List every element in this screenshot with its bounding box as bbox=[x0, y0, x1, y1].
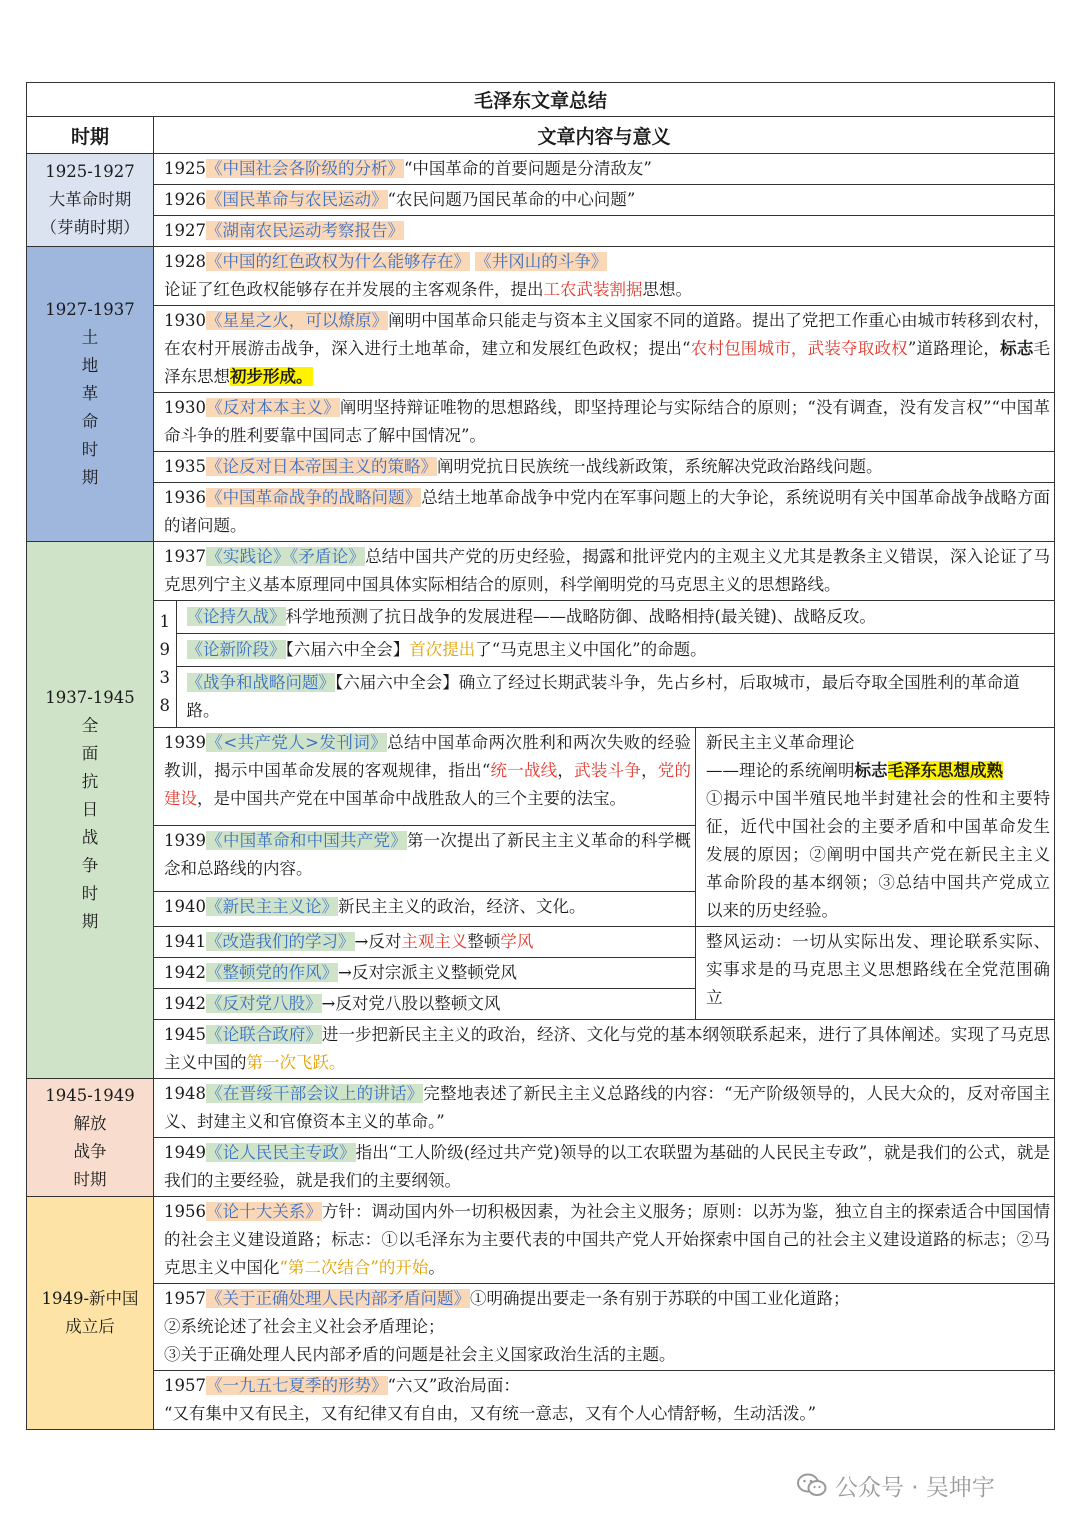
row-1956 bbox=[154, 1197, 1055, 1284]
description: ①明确提出要走一条有别于苏联的中国工业化道路； bbox=[470, 1289, 850, 1308]
year: 1940 bbox=[164, 897, 206, 917]
description: 阐明坚持辩证唯物的思想路线，即坚持理论与实际结合的原则；“没有调查，没有发言权”“中国革命斗争的胜利要靠中国同志了解中国情况”。 bbox=[164, 398, 1051, 445]
row-1940 bbox=[154, 892, 696, 927]
period-label: 命 bbox=[81, 412, 99, 431]
article-title: 《中国的红色政权为什么能够存在》 bbox=[206, 252, 470, 271]
year: 1935 bbox=[164, 457, 206, 476]
digit: 3 bbox=[159, 668, 170, 687]
period-label: 1925-1927 bbox=[45, 162, 135, 181]
year: 1941 bbox=[164, 932, 206, 951]
row-1936 bbox=[154, 483, 1055, 542]
year: 1926 bbox=[164, 190, 206, 209]
period-label: 日 bbox=[81, 800, 99, 819]
article-title: 《星星之火，可以燎原》 bbox=[206, 311, 389, 330]
year: 1928 bbox=[164, 252, 206, 271]
emphasis: 统一战线 bbox=[490, 761, 558, 780]
highlight: 初步形成。 bbox=[230, 367, 313, 386]
sub-table-1938 bbox=[154, 601, 1054, 727]
emphasis: 学风 bbox=[500, 932, 534, 951]
period-label: 1949-新中国 bbox=[41, 1289, 139, 1308]
article-title: 《中国革命战争的战略问题》 bbox=[206, 488, 422, 507]
emphasis: 农村包围城市，武装夺取政权 bbox=[690, 339, 908, 358]
year: 1948 bbox=[164, 1084, 206, 1103]
header-content: 文章内容与意义 bbox=[154, 117, 1055, 154]
description: 毛泽东思想 bbox=[164, 339, 1051, 386]
period-label: 期 bbox=[81, 468, 99, 487]
side-heading: 新民主主义革命理论 bbox=[706, 733, 855, 752]
year: 1949 bbox=[164, 1143, 206, 1162]
description: →反对党八股以整顿文风 bbox=[321, 994, 501, 1013]
period-label: 1927-1937 bbox=[45, 300, 135, 319]
description: 方针：调动国内外一切积极因素，为社会主义服务；原则：以苏为鉴，独立自主的探索适合中国国情的社会主义建设道路；标志：①以毛泽东为主要代表的中国共产党人开始探索中国自己的社会主义建设道路的标志；②马克思主义中国化 bbox=[164, 1202, 1051, 1277]
description: “中国革命的首要问题是分清敌友” bbox=[404, 159, 652, 178]
article-title: 《论反对日本帝国主义的策略》 bbox=[206, 457, 437, 476]
description: 总结土地革命战争中党内在军事问题上的大争论，系统说明有关中国革命战争战略方面的诸问题。 bbox=[164, 488, 1051, 535]
period-label: 抗 bbox=[81, 772, 99, 791]
year: 1927 bbox=[164, 221, 206, 240]
row-1938-group bbox=[154, 601, 1055, 728]
watermark-label: 公众号 · 吴坤宇 bbox=[835, 1474, 995, 1501]
article-title: 《国民革命与农民运动》 bbox=[206, 190, 388, 209]
row-1927 bbox=[154, 216, 1055, 247]
description: 第一次提出了新民主主义革命的科学概念和总路线的内容。 bbox=[164, 830, 692, 878]
year: 1945 bbox=[164, 1025, 206, 1044]
row-1957-situation bbox=[154, 1371, 1055, 1430]
year: 1957 bbox=[164, 1376, 206, 1395]
description: ”道路理论， bbox=[907, 339, 1001, 358]
period-label: 地 bbox=[81, 356, 99, 375]
article-title: 《关于正确处理人民内部矛盾问题》 bbox=[206, 1289, 470, 1308]
period-label: 土 bbox=[81, 328, 99, 347]
description: ，是中国共产党在中国革命中战胜敌人的三个主要的法宝。 bbox=[197, 789, 626, 808]
emphasis: 标志 bbox=[854, 761, 888, 780]
period-label: 时 bbox=[81, 884, 99, 903]
description: 整顿 bbox=[467, 932, 501, 951]
article-title: 《论持久战》 bbox=[186, 607, 286, 626]
table-title: 毛泽东文章总结 bbox=[27, 83, 1055, 117]
description: 【六届六中全会】 bbox=[285, 640, 410, 659]
year: 1942 bbox=[164, 994, 206, 1013]
period-1945-1949 bbox=[27, 1079, 154, 1197]
description: 总结中国革命两次胜利和两次失败的经验教训，揭示中国革命发展的客观规律，指出“ bbox=[164, 733, 692, 780]
emphasis: “第二次结合”的开始 bbox=[279, 1258, 429, 1277]
article-title: 《新民主主义论》 bbox=[206, 897, 338, 917]
wechat-icon bbox=[797, 1472, 827, 1498]
article-title: 《<共产党人>发刊词》 bbox=[206, 733, 388, 752]
description: 【六届六中全会】确立了经过长期武装斗争，先占乡村，后取城市，最后夺取全国胜利的革命道路。 bbox=[186, 673, 1020, 720]
row-1930-spark bbox=[154, 306, 1055, 393]
row-1949 bbox=[154, 1138, 1055, 1197]
period-label: 成立后 bbox=[65, 1317, 115, 1336]
period-label: 战争 bbox=[73, 1141, 107, 1161]
year: 1942 bbox=[164, 963, 206, 982]
header-period: 时期 bbox=[27, 117, 154, 154]
article-title: 《矛盾论》 bbox=[289, 547, 366, 566]
row-1942-style bbox=[154, 958, 696, 989]
year: 1956 bbox=[164, 1202, 206, 1221]
year: 1925 bbox=[164, 159, 206, 178]
emphasis: 第一次飞跃。 bbox=[246, 1053, 346, 1072]
description: 阐明中国革命只能走与资本主义国家不同的道路。提出了党把工作重心由城市转移到农村，在农村开展游击战争，深入进行土地革命，建立和发展红色政权；提出“ bbox=[164, 311, 1051, 358]
period-1925-1927 bbox=[27, 154, 154, 247]
description: “农民问题乃国民革命的中心问题” bbox=[387, 190, 636, 209]
row-1939-revolution bbox=[154, 825, 696, 891]
row-1948 bbox=[154, 1079, 1055, 1138]
description: →反对宗派主义整顿党风 bbox=[338, 963, 517, 982]
period-1937-1945 bbox=[27, 542, 154, 1079]
row-1925 bbox=[154, 154, 1055, 185]
period-label: 面 bbox=[81, 744, 99, 763]
article-title: 《实践论》 bbox=[206, 547, 290, 566]
article-title: 《论联合政府》 bbox=[206, 1025, 322, 1044]
highlight: 毛泽东思想成熟 bbox=[887, 761, 1003, 780]
row-1938-protracted bbox=[176, 601, 1054, 634]
row-1926 bbox=[154, 185, 1055, 216]
row-1928 bbox=[154, 247, 1055, 306]
emphasis: 武装斗争 bbox=[574, 761, 642, 780]
period-label: 革 bbox=[81, 384, 99, 403]
article-title: 《论人民民主专政》 bbox=[206, 1143, 356, 1162]
article-title: 《战争和战略问题》 bbox=[186, 673, 335, 692]
description: 总结中国共产党的历史经验，揭露和批评党内的主观主义尤其是教条主义错误，深入论证了马克思列宁主义基本原理同中国具体实际相结合的原则，科学阐明党的马克思主义的思想路线。 bbox=[164, 547, 1051, 594]
emphasis: 标志 bbox=[1000, 339, 1034, 358]
article-title: 《论十大关系》 bbox=[206, 1202, 322, 1221]
summary-table bbox=[26, 82, 1055, 1430]
year: 1957 bbox=[164, 1289, 206, 1308]
description: →反对 bbox=[354, 932, 402, 951]
description: 科学地预测了抗日战争的发展进程——战略防御、战略相持(最关键)、战略反攻。 bbox=[285, 607, 876, 626]
row-1938-new-stage bbox=[176, 634, 1054, 667]
description: 整风运动：一切从实际出发、理论联系实际、实事求是的马克思主义思想路线在全党范围确立 bbox=[706, 932, 1050, 1007]
description: ， bbox=[641, 761, 658, 780]
period-label: 时期 bbox=[73, 1169, 107, 1189]
row-1957-contradictions bbox=[154, 1284, 1055, 1371]
side-subheading: ——理论的系统阐明 bbox=[706, 761, 855, 780]
row-1937 bbox=[154, 542, 1055, 601]
period-label: 战 bbox=[81, 828, 99, 847]
description: 阐明党抗日民族统一战线新政策，系统解决党政治路线问题。 bbox=[437, 457, 883, 476]
article-title: 《在晋绥干部会议上的讲话》 bbox=[206, 1084, 424, 1103]
article-title: 《反对本本主义》 bbox=[206, 398, 340, 417]
period-label: 1937-1945 bbox=[45, 688, 135, 707]
digit: 1 bbox=[159, 612, 170, 631]
article-title: 《井冈山的斗争》 bbox=[475, 252, 608, 271]
article-title: 《一九五七夏季的形势》 bbox=[206, 1376, 388, 1395]
description: 思想。 bbox=[642, 280, 692, 299]
side-note-new-democracy bbox=[696, 728, 1055, 927]
year: 1930 bbox=[164, 311, 206, 330]
description: 了“马克思主义中国化”的命题。 bbox=[475, 640, 707, 659]
article-title: 《湖南农民运动考察报告》 bbox=[206, 221, 404, 240]
article-title: 《整顿党的作风》 bbox=[206, 963, 338, 982]
summary-table-container bbox=[26, 82, 1054, 1430]
description: 论证了红色政权能够存在并发展的主客观条件，提出 bbox=[164, 280, 544, 299]
period-label: 期 bbox=[81, 912, 99, 931]
year: 1939 bbox=[164, 830, 206, 850]
row-1935 bbox=[154, 452, 1055, 483]
row-1941 bbox=[154, 927, 696, 958]
description: ①揭示中国半殖民地半封建社会的性和主要特征，近代中国社会的主要矛盾和中国革命发生发展的原因；②阐明中国共产党在新民主主义革命阶段的基本纲领；③总结中国共产党成立以来的历史经验。 bbox=[706, 789, 1050, 920]
row-1945 bbox=[154, 1020, 1055, 1079]
description: 指出“工人阶级(经过共产党)领导的以工农联盟为基础的人民民主专政”，就是我们的公式，就是我们的主要经验，就是我们的主要纲领。 bbox=[164, 1143, 1051, 1190]
description: 。 bbox=[428, 1258, 445, 1277]
row-1930-bookism bbox=[154, 393, 1055, 452]
period-label: 时 bbox=[81, 440, 99, 459]
article-title: 《论新阶段》 bbox=[186, 640, 286, 659]
emphasis: 工农武装割据 bbox=[543, 280, 643, 299]
emphasis: 党的建设 bbox=[164, 761, 692, 808]
year: 1939 bbox=[164, 733, 206, 752]
description: “又有集中又有民主，又有纪律又有自由，又有统一意志，又有个人心情舒畅，生动活泼。” bbox=[164, 1404, 817, 1423]
description: 新民主主义的政治，经济、文化。 bbox=[338, 897, 586, 917]
side-note-rectification bbox=[696, 927, 1055, 1020]
year-digits-1938 bbox=[154, 601, 176, 727]
period-label: 全 bbox=[81, 716, 99, 735]
row-1939-communist bbox=[154, 728, 696, 826]
description: “六又”政治局面： bbox=[387, 1376, 520, 1395]
year: 1937 bbox=[164, 547, 206, 566]
row-1942-eightlegged bbox=[154, 989, 696, 1020]
digit: 9 bbox=[159, 640, 170, 659]
period-label: 1945-1949 bbox=[45, 1085, 135, 1105]
period-label: 大革命时期 bbox=[48, 190, 132, 209]
year: 1936 bbox=[164, 488, 206, 507]
article-title: 《中国社会各阶级的分析》 bbox=[206, 159, 404, 178]
emphasis: 首次提出 bbox=[409, 640, 476, 659]
article-title: 《反对党八股》 bbox=[206, 994, 322, 1013]
year: 1930 bbox=[164, 398, 206, 417]
description: ③关于正确处理人民内部矛盾的问题是社会主义国家政治生活的主题。 bbox=[164, 1345, 676, 1364]
period-label: 解放 bbox=[73, 1113, 107, 1133]
period-1949-after bbox=[27, 1197, 154, 1430]
period-1927-1937 bbox=[27, 247, 154, 542]
row-1938-war-strategy bbox=[176, 667, 1054, 728]
description: ②系统论述了社会主义社会矛盾理论； bbox=[164, 1317, 445, 1336]
article-title: 《改造我们的学习》 bbox=[206, 932, 355, 951]
digit: 8 bbox=[159, 696, 170, 715]
description: 进一步把新民主主义的政治，经济、文化与党的基本纲领联系起来，进行了具体阐述。实现了马克思主义中国的 bbox=[164, 1025, 1051, 1072]
period-label: （芽萌时期） bbox=[40, 218, 140, 237]
description: 完整地表述了新民主主义总路线的内容：“无产阶级领导的，人民大众的，反对帝国主义、封建主义和官僚资本主义的革命。” bbox=[164, 1084, 1051, 1131]
emphasis: 主观主义 bbox=[401, 932, 468, 951]
description: ， bbox=[557, 761, 575, 780]
article-title: 《中国革命和中国共产党》 bbox=[206, 830, 407, 850]
watermark bbox=[797, 1468, 1057, 1502]
period-label: 争 bbox=[81, 856, 99, 875]
